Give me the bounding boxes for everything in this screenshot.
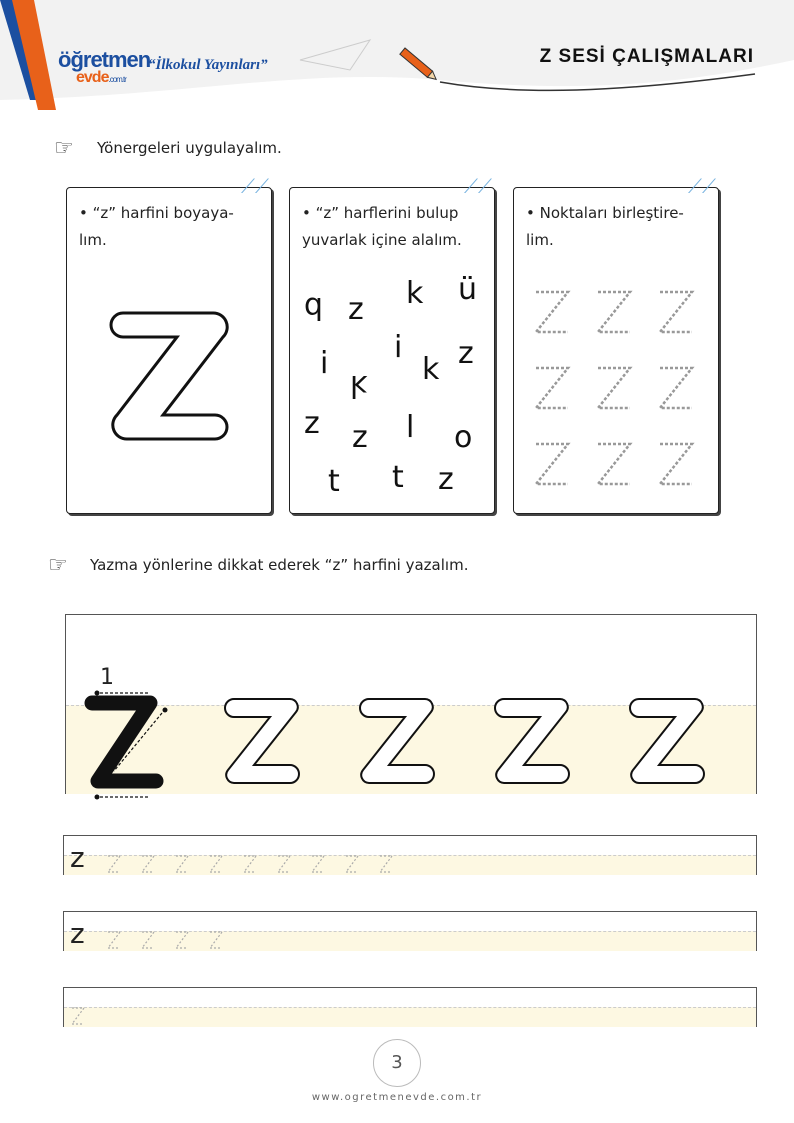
letter-k[interactable]: k <box>422 352 440 387</box>
practice-row-2[interactable] <box>63 911 757 951</box>
practice-row-1[interactable] <box>63 835 757 875</box>
page-number: 3 <box>373 1039 421 1087</box>
card-color-text: • “z” harfini boyaya- lım. <box>79 204 234 249</box>
pointing-hand-icon: ☞ <box>54 136 74 161</box>
card-color <box>66 174 272 514</box>
brand-tld: .com.tr <box>108 75 126 84</box>
brand-logo <box>58 47 151 90</box>
letter-k[interactable]: k <box>406 276 424 311</box>
series-name: “İlkokul Yayınları” <box>148 57 268 73</box>
letter-l[interactable]: l <box>406 410 415 445</box>
section2-instruction: Yazma yönlerine dikkat ederek “z” harfini yazalım. <box>90 556 469 574</box>
card-find-text: • “z” harflerini bulup yuvarlak içine alalım. <box>302 204 462 249</box>
letter-z[interactable]: z <box>304 406 320 441</box>
page-title: Z SESİ ÇALIŞMALARI <box>539 46 754 67</box>
practice-row-3[interactable] <box>63 987 757 1027</box>
letter-z[interactable]: z <box>458 336 474 371</box>
letter-z[interactable]: z <box>438 462 454 497</box>
letter-i[interactable]: i <box>394 330 403 365</box>
letter-z[interactable]: z <box>352 420 368 455</box>
dotted-z-grid[interactable] <box>530 286 710 496</box>
dotted-z-trace <box>104 930 264 950</box>
pointing-hand-icon: ☞ <box>48 553 68 578</box>
letter-t[interactable]: t <box>392 460 404 495</box>
paperclip-icon: ⟋⟋ <box>688 174 716 198</box>
letter-k-mirrored[interactable]: k <box>350 368 368 403</box>
footer-url[interactable]: www.ogretmenevde.com.tr <box>311 1092 483 1103</box>
letter-t[interactable]: t <box>328 464 340 499</box>
letter-z[interactable]: z <box>348 292 364 327</box>
z-stroke-demo <box>66 685 756 805</box>
stroke-number: 1 <box>100 665 114 690</box>
card-dots <box>513 174 719 514</box>
brand-sub: evde <box>76 69 109 86</box>
paperclip-icon: ⟋⟋ <box>241 174 269 198</box>
card-dots-text: • Noktaları birleştire- lim. <box>526 204 684 249</box>
writing-demo-box <box>65 614 757 794</box>
section1-instruction: Yönergeleri uygulayalım. <box>97 139 282 157</box>
letter-o[interactable]: o <box>454 420 473 455</box>
dotted-z-trace <box>104 854 404 874</box>
brand-main: öğretmen <box>58 47 151 72</box>
row-label: z <box>70 917 85 950</box>
card-find <box>289 174 495 514</box>
outline-z-big <box>103 303 243 443</box>
dotted-z-trace <box>68 1006 98 1026</box>
letter-i[interactable]: i <box>320 346 329 381</box>
paperclip-icon: ⟋⟋ <box>464 174 492 198</box>
row-label: z <box>70 841 85 874</box>
letter-b[interactable]: b <box>304 290 324 325</box>
letter-u-umlaut[interactable]: ü <box>458 272 478 307</box>
